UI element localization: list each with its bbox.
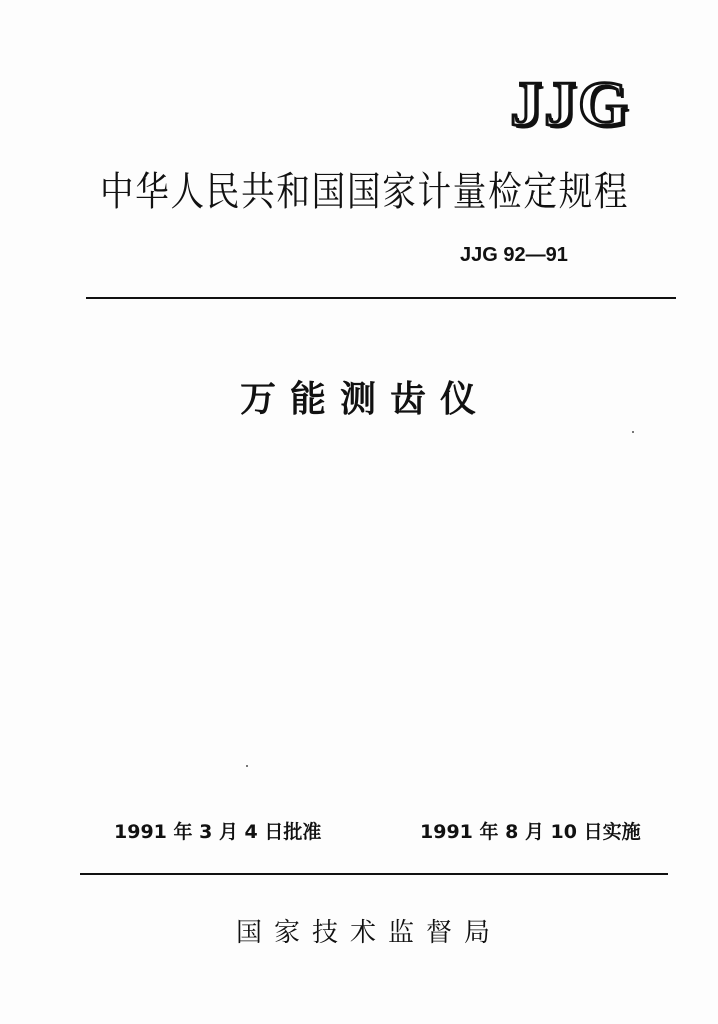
bottom-divider: [80, 873, 668, 875]
approval-date: 1991 年 3 月 4 日批准: [114, 821, 322, 843]
page-title: 中华人民共和国国家计量检定规程: [100, 169, 630, 215]
effective-date: 1991 年 8 月 10 日实施: [420, 821, 641, 843]
publisher: 国家技术监督局: [235, 918, 502, 948]
scan-speck: [246, 765, 248, 767]
top-divider: [86, 297, 676, 299]
document-subject: 万能测齿仪: [239, 379, 490, 420]
document-code: JJG 92—91: [460, 244, 568, 266]
scan-speck: [632, 431, 634, 433]
jjg-logo: JJG: [510, 68, 630, 139]
